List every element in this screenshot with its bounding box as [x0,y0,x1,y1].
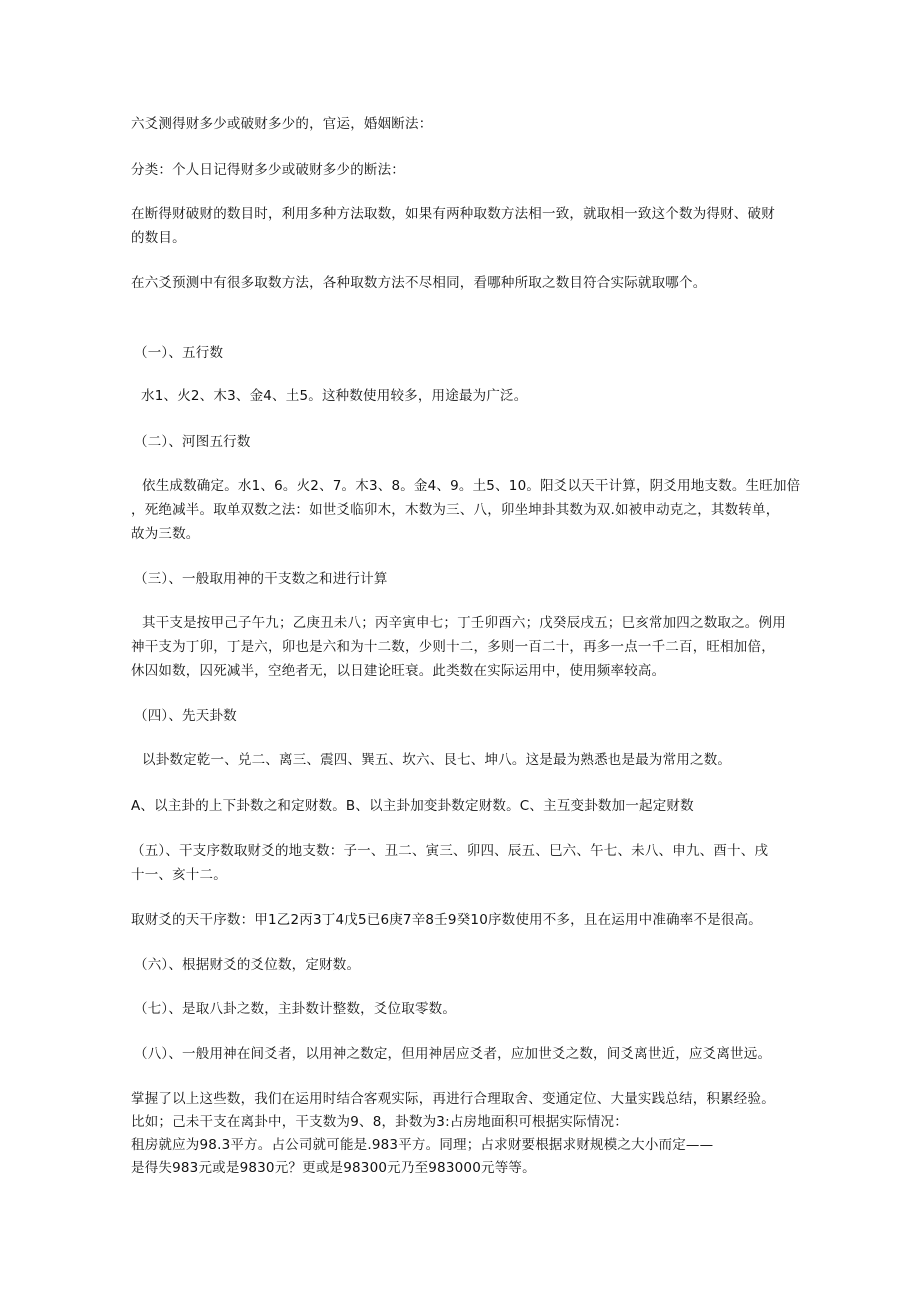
section-5-line-1: （五）、干支序数取财爻的地支数：子一、丑二、寅三、卯四、辰五、巳六、午七、未八、申九、酉十、戌 [131,843,769,859]
closing-line-3: 租房就应为98.3平方。占公司就可能是.983平方。同理；占求财要根据求财规模之大小而定—— [131,1137,714,1153]
section-1-heading: （一）、五行数 [134,345,224,361]
section-7: （七）、是取八卦之数，主卦数计整数，爻位取零数。 [134,1001,457,1017]
closing-line-2: 比如；己未干支在离卦中，干支数为9、8，卦数为3:占房地面积可根据实际情况： [131,1114,628,1130]
intro-paragraph-1-line-2: 的数目。 [131,230,186,246]
section-4-heading: （四）、先天卦数 [134,708,237,724]
section-4-body: 以卦数定乾一、兑二、离三、震四、巽五、坎六、艮七、坤八。这是最为熟悉也是最为常用之数。 [142,752,732,768]
stem-ordinal-line: 取财爻的天干序数：甲1乙2丙3丁4戊5已6庚7辛8壬9癸10序数使用不多，且在运用中准确率不是很高。 [131,912,762,928]
section-3-body-line-2: 神干支为丁卯，丁是六，卯也是六和为十二数，少则十二，多则一百二十，再多一点一千二百，旺相加倍， [131,639,775,655]
section-1-body: 水1、火2、木3、金4、土5。这种数使用较多，用途最为广泛。 [141,388,528,404]
category-line: 分类：个人日记得财多少或破财多少的断法： [131,162,405,178]
section-2-body-line-2: ，死绝减半。取单双数之法：如世爻临卯木，木数为三、八，卯坐坤卦其数为双.如被申动克之，其数转单， [131,502,780,518]
section-3-body-line-1: 其干支是按甲己子午九；乙庚丑未八；丙辛寅申七；丁壬卯酉六；戊癸辰戌五；巳亥常加四之数取之。例用 [142,615,786,631]
section-2-heading: （二）、河图五行数 [134,434,251,450]
intro-paragraph-2: 在六爻预测中有很多取数方法，各种取数方法不尽相同，看哪种所取之数目符合实际就取哪个。 [131,275,707,291]
section-8: （八）、一般用神在间爻者，以用神之数定，但用神居应爻者，应加世爻之数，间爻离世近，应爻离世远。 [134,1046,772,1062]
section-6: （六）、根据财爻的爻位数，定财数。 [134,957,361,973]
closing-line-4: 是得失983元或是9830元？更或是98300元乃至983000元等等。 [131,1160,536,1176]
section-2-body-line-3: 故为三数。 [131,526,200,542]
section-3-heading: （三）、一般取用神的干支数之和进行计算 [134,571,388,587]
intro-paragraph-1-line-1: 在断得财破财的数目时，利用多种方法取数，如果有两种取数方法相一致，就取相一致这个数为得财、破财 [131,206,775,222]
abc-method-line: A、以主卦的上下卦数之和定财数。B、以主卦加变卦数定财数。C、主互变卦数加一起定财数 [131,798,694,814]
section-3-body-line-3: 休囚如数，囚死减半，空绝者无，以日建论旺衰。此类数在实际运用中，使用频率较高。 [131,663,666,679]
section-5-line-2: 十一、亥十二。 [131,867,227,883]
section-2-body-line-1: 依生成数确定。水1、6。火2、7。木3、8。金4、9。土5、10。阳爻以天干计算，阴爻用地支数。生旺加倍 [142,478,801,494]
closing-line-1: 掌握了以上这些数，我们在运用时结合客观实际，再进行合理取舍、变通定位、大量实践总结，积累经验。 [131,1091,775,1107]
document-title-line: 六爻测得财多少或破财多少的，官运，婚姻断法： [131,116,433,132]
